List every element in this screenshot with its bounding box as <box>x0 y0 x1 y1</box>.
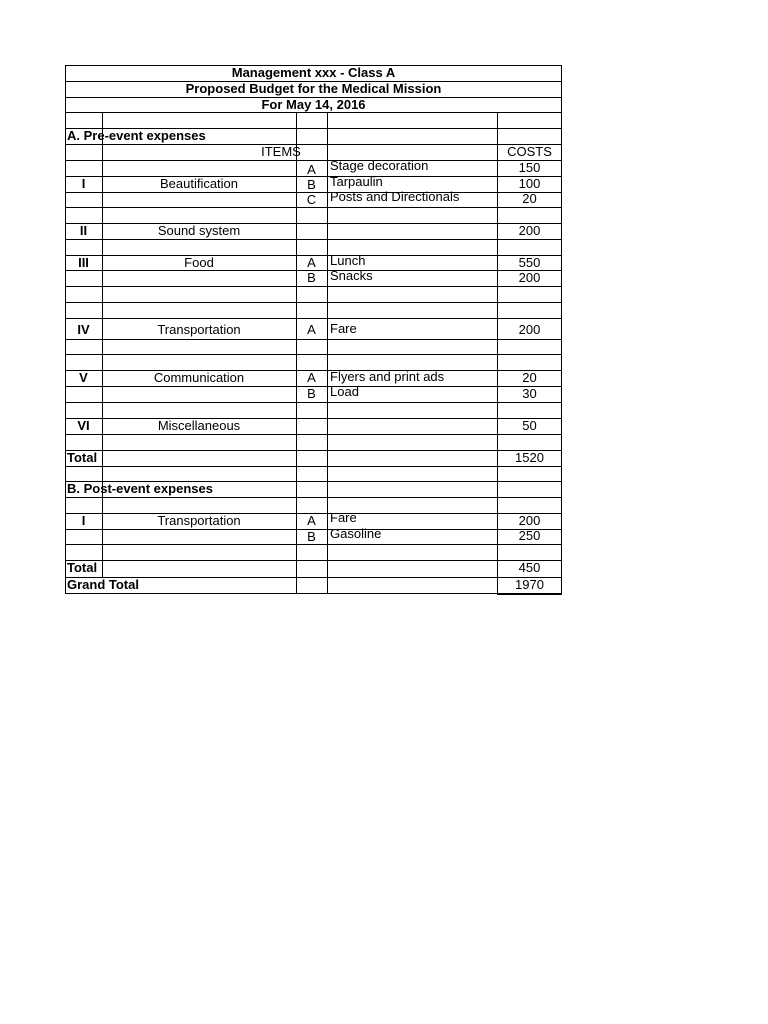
grid-line <box>65 160 562 161</box>
grid-line <box>65 354 562 355</box>
item-desc: Tarpaulin <box>330 174 383 189</box>
item-desc: Fare <box>330 321 357 336</box>
item-code: A <box>307 513 316 528</box>
section-a-total-label: Total <box>67 450 98 465</box>
item-cost: 200 <box>518 322 541 337</box>
item-cost: 20 <box>522 370 537 385</box>
grid-line <box>65 302 562 303</box>
group-num: IV <box>77 322 90 337</box>
item-cost: 30 <box>522 386 537 401</box>
item-code: B <box>307 386 316 401</box>
group-name: Communication <box>153 370 245 385</box>
grid-line <box>65 286 562 287</box>
item-code: A <box>307 370 316 385</box>
grid-line <box>327 112 328 593</box>
group-name: Beautification <box>159 176 239 191</box>
item-cost: 150 <box>518 160 541 175</box>
grid-line <box>65 577 562 578</box>
item-desc: Flyers and print ads <box>330 369 445 384</box>
group-num: VI <box>77 418 90 433</box>
costs-header: COSTS <box>507 144 552 159</box>
sheet-subtitle: Proposed Budget for the Medical Mission <box>185 81 442 96</box>
grid-line <box>65 466 562 467</box>
grid-line <box>65 318 562 319</box>
grid-line <box>65 434 562 435</box>
item-code: B <box>307 177 316 192</box>
group-num: II <box>79 223 88 238</box>
group-name: Transportation <box>157 322 241 337</box>
grid-line <box>65 239 562 240</box>
section-b-total: 450 <box>518 560 541 575</box>
item-code: A <box>307 255 316 270</box>
item-code: C <box>306 192 317 207</box>
group-name: Sound system <box>157 223 241 238</box>
budget-spreadsheet <box>65 65 562 595</box>
group-name: Miscellaneous <box>157 418 241 433</box>
grid-line <box>65 339 562 340</box>
sheet-title: Management xxx - Class A <box>231 65 396 80</box>
grid-line <box>65 450 562 451</box>
group-num: III <box>78 255 89 270</box>
item-cost: 250 <box>518 528 541 543</box>
item-desc: Snacks <box>330 268 373 283</box>
grand-total: 1970 <box>515 577 544 592</box>
section-b-label: B. Post-event expenses <box>67 481 213 496</box>
group-num: I <box>81 513 86 528</box>
item-cost: 20 <box>522 191 537 206</box>
section-a-label: A. Pre-event expenses <box>67 128 206 143</box>
group-name: Food <box>184 255 214 270</box>
grid-line <box>65 497 562 498</box>
item-code: A <box>307 162 316 177</box>
item-cost: 200 <box>518 270 541 285</box>
item-cost: 200 <box>518 223 541 238</box>
grid-line <box>65 593 562 594</box>
group-name: Transportation <box>157 513 241 528</box>
item-code: A <box>307 322 316 337</box>
item-desc: Posts and Directionals <box>330 189 460 204</box>
item-desc: Gasoline <box>330 526 382 541</box>
items-header: ITEMS <box>261 144 301 159</box>
group-num: V <box>79 370 88 385</box>
item-desc: Lunch <box>330 253 366 268</box>
item-cost: 550 <box>518 255 541 270</box>
item-desc: Stage decoration <box>330 158 429 173</box>
grid-line <box>497 594 562 595</box>
section-b-total-label: Total <box>67 560 98 575</box>
group-num: I <box>81 176 86 191</box>
sheet-date: For May 14, 2016 <box>261 97 366 112</box>
item-desc: Load <box>330 384 359 399</box>
section-a-total: 1520 <box>515 450 544 465</box>
item-cost: 200 <box>518 513 541 528</box>
item-cost: 50 <box>522 418 537 433</box>
grid-line <box>65 402 562 403</box>
item-cost: 100 <box>518 176 541 191</box>
grid-line <box>65 560 562 561</box>
grand-total-label: Grand Total <box>67 577 139 592</box>
item-code: B <box>307 270 316 285</box>
item-desc: Fare <box>330 510 357 525</box>
item-code: B <box>307 529 316 544</box>
